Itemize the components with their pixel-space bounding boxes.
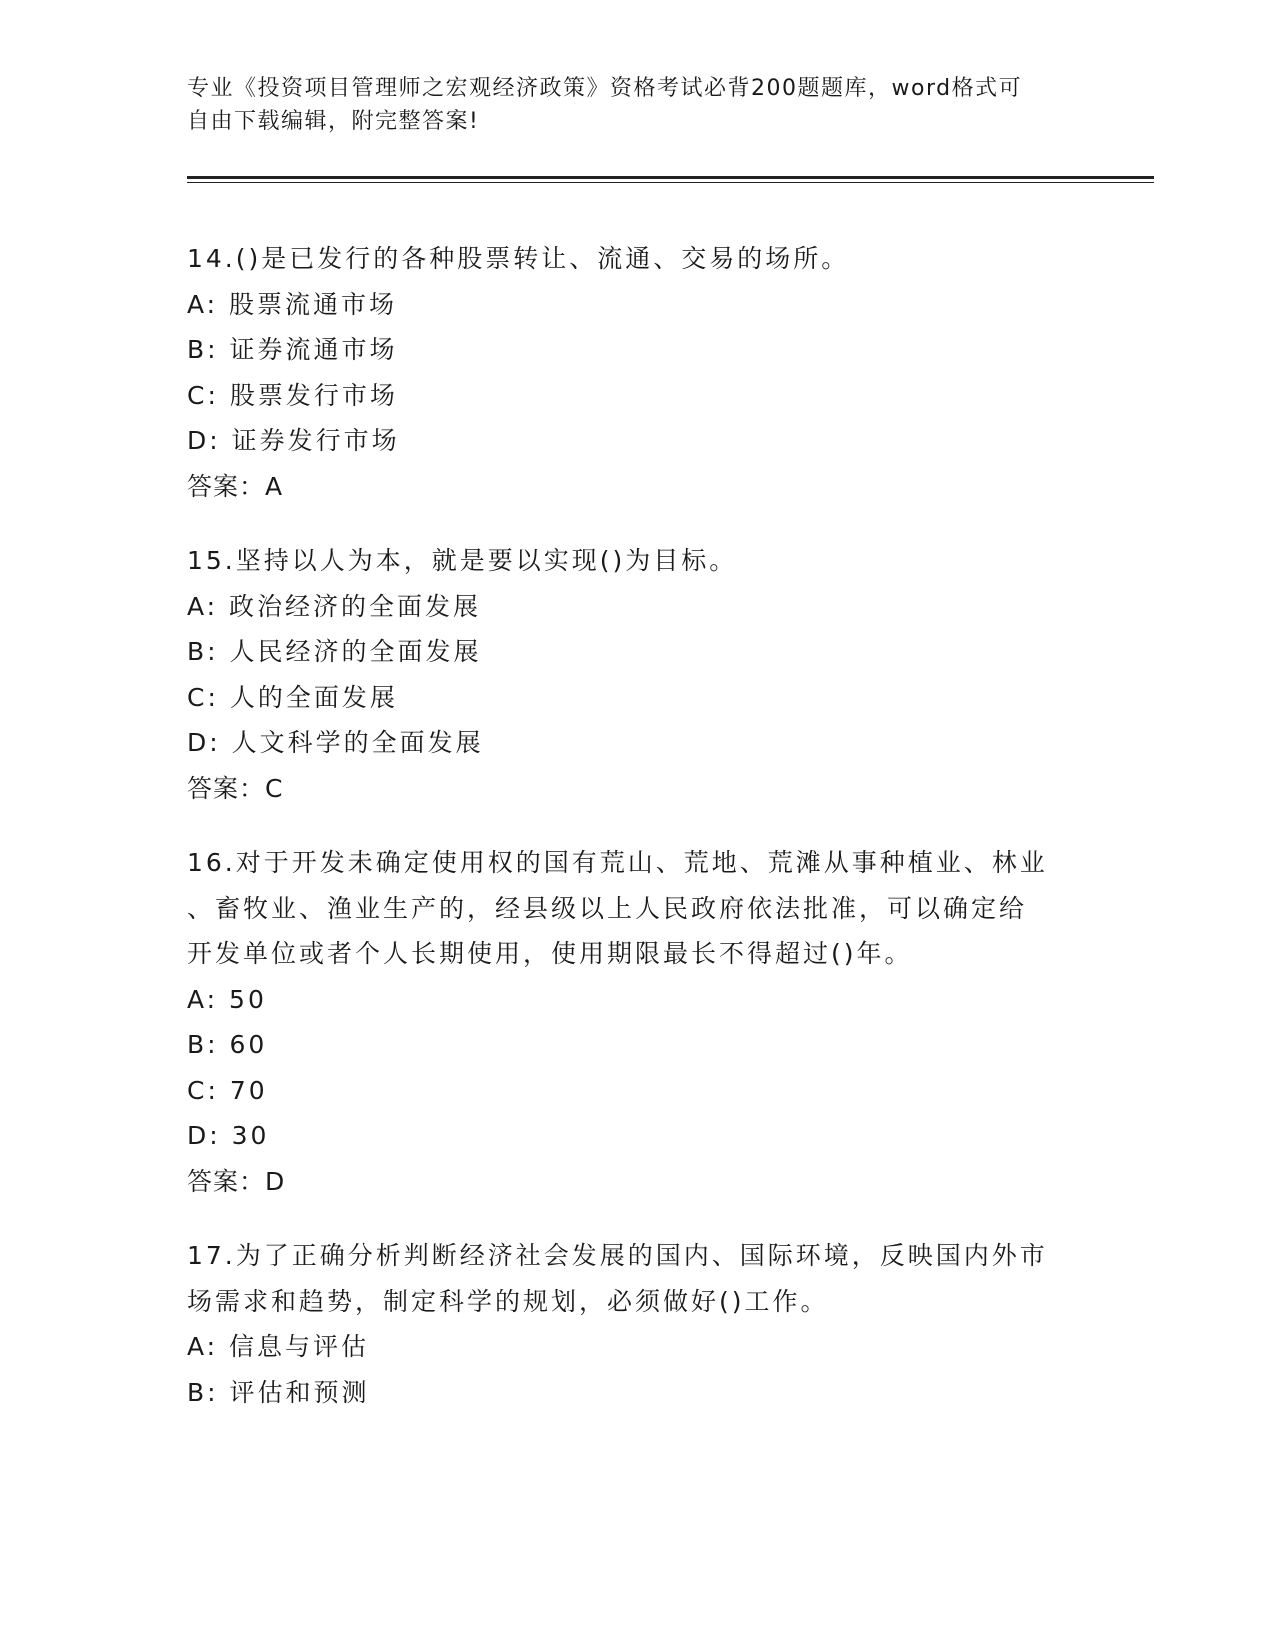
option-c: C: 股票发行市场 xyxy=(187,380,398,410)
answer-line: 答案：C xyxy=(187,773,284,803)
question-14 xyxy=(187,236,1087,509)
option-d: D: 人文科学的全面发展 xyxy=(187,728,484,757)
option-c: C: 70 xyxy=(187,1075,268,1105)
question-list xyxy=(187,236,1087,1415)
option-a: A: 50 xyxy=(187,984,267,1014)
question-stem-line: 17.为了正确分析判断经济社会发展的国内、国际环境，反映国内外市 xyxy=(187,1241,1048,1270)
option-d: D: 证券发行市场 xyxy=(187,426,400,455)
header-divider-thin xyxy=(187,182,1154,183)
option-a: A: 政治经济的全面发展 xyxy=(187,591,482,621)
question-stem-line: 15.坚持以人为本，就是要以实现()为目标。 xyxy=(187,546,738,575)
option-c: C: 人的全面发展 xyxy=(187,682,398,712)
answer-line: 答案：D xyxy=(187,1166,286,1196)
document-header xyxy=(187,72,1067,138)
option-b: B: 人民经济的全面发展 xyxy=(187,637,482,666)
option-b: B: 60 xyxy=(187,1030,268,1059)
option-d: D: 30 xyxy=(187,1121,270,1150)
header-divider-thick xyxy=(187,176,1154,179)
question-stem-line: 、畜牧业、渔业生产的，经县级以上人民政府依法批准，可以确定给 xyxy=(187,893,1028,923)
answer-line: 答案：A xyxy=(187,471,284,501)
option-b: B: 评估和预测 xyxy=(187,1377,370,1407)
header-line-2: 自由下载编辑，附完整答案! xyxy=(187,109,480,134)
question-16 xyxy=(187,840,1087,1204)
option-b: B: 证券流通市场 xyxy=(187,335,398,364)
question-stem-line: 场需求和趋势，制定科学的规划，必须做好()工作。 xyxy=(187,1286,829,1316)
option-a: A: 股票流通市场 xyxy=(187,289,398,319)
header-line-1: 专业《投资项目管理师之宏观经济政策》资格考试必背200题题库，word格式可 xyxy=(187,76,1023,101)
question-stem-line: 14.()是已发行的各种股票转让、流通、交易的场所。 xyxy=(187,244,850,273)
option-a: A: 信息与评估 xyxy=(187,1332,370,1361)
question-stem-line: 16.对于开发未确定使用权的国有荒山、荒地、荒滩从事种植业、林业 xyxy=(187,848,1048,877)
question-stem-line: 开发单位或者个人长期使用，使用期限最长不得超过()年。 xyxy=(187,939,913,968)
question-17 xyxy=(187,1233,1087,1415)
question-15 xyxy=(187,538,1087,811)
